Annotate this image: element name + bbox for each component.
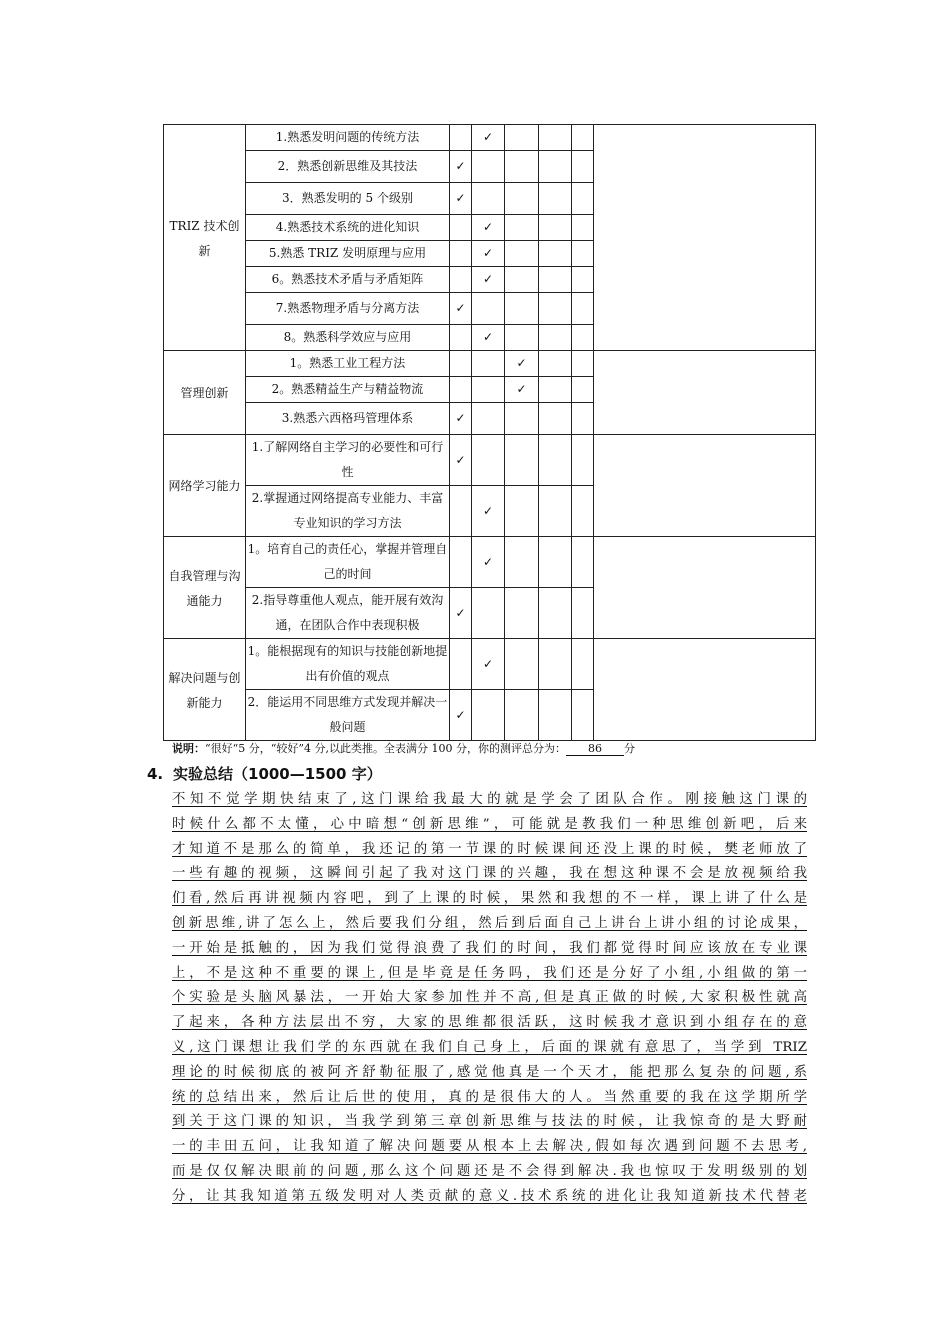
table-row — [164, 125, 816, 151]
rating-cell — [539, 639, 572, 690]
summary-line: 上，不是这种不重要的课上,但是毕竟是任务吗，我们还是分好了小组,小组做的第一 — [172, 965, 807, 981]
item-cell: 1.了解网络自主学习的必要性和可行性 — [246, 435, 450, 486]
rating-cell — [572, 403, 594, 435]
check-mark-icon: ✓ — [482, 246, 494, 260]
rating-cell — [472, 183, 505, 215]
rating-cell — [472, 151, 505, 183]
check-mark-icon: ✓ — [455, 159, 466, 173]
rating-cell — [472, 537, 505, 588]
item-cell: 2．熟悉创新思维及其技法 — [246, 151, 450, 183]
summary-line: 一的丰田五问，让我知道了解决问题要从根本上去解决,假如每次遇到问题不去思考, — [172, 1139, 807, 1155]
check-mark-icon: ✓ — [482, 503, 494, 518]
rating-cell — [450, 351, 472, 377]
check-mark-icon: ✓ — [482, 272, 494, 286]
note-label: 说明： — [172, 742, 205, 755]
item-cell: 1。熟悉工业工程方法 — [246, 351, 450, 377]
rating-cell — [572, 151, 594, 183]
rating-cell — [472, 325, 505, 351]
rating-cell — [572, 588, 594, 639]
table-row — [164, 435, 816, 486]
rating-cell — [539, 377, 572, 403]
table-row — [164, 639, 816, 690]
check-mark-icon: ✓ — [482, 220, 494, 234]
rating-cell — [472, 351, 505, 377]
rating-cell — [539, 241, 572, 267]
rating-cell — [572, 293, 594, 325]
comment-cell — [594, 125, 816, 351]
rating-cell — [572, 486, 594, 537]
rating-cell — [505, 486, 539, 537]
category-cell: 自我管理与沟通能力 — [164, 537, 246, 639]
rating-cell — [505, 588, 539, 639]
total-score: 86 — [566, 743, 624, 756]
rating-cell — [450, 486, 472, 537]
rating-cell — [472, 215, 505, 241]
rating-cell — [505, 639, 539, 690]
rating-cell — [505, 267, 539, 293]
rating-cell — [572, 325, 594, 351]
rating-cell — [450, 241, 472, 267]
rating-cell — [450, 151, 472, 183]
rating-cell — [572, 267, 594, 293]
rating-cell — [505, 690, 539, 741]
check-mark-icon: ✓ — [455, 411, 466, 425]
rating-cell — [572, 690, 594, 741]
rating-cell — [472, 639, 505, 690]
rating-cell — [450, 325, 472, 351]
item-cell: 2.掌握通过网络提高专业能力、丰富专业知识的学习方法 — [246, 486, 450, 537]
rating-cell — [572, 351, 594, 377]
rating-cell — [450, 183, 472, 215]
category-cell: 解决问题与创新能力 — [164, 639, 246, 741]
table-row — [164, 351, 816, 377]
check-mark-icon: ✓ — [482, 554, 494, 569]
rating-cell — [572, 537, 594, 588]
rating-cell — [472, 241, 505, 267]
item-cell: 6。熟悉技术矛盾与矛盾矩阵 — [246, 267, 450, 293]
rating-cell — [450, 293, 472, 325]
summary-line: 一些有趣的视频，这瞬间引起了我对这门课的兴趣，我在想这种课不会是放视频给我 — [172, 866, 807, 882]
check-mark-icon: ✓ — [455, 605, 466, 620]
rating-cell — [472, 435, 505, 486]
rating-cell — [505, 183, 539, 215]
summary-line: 一开始是抵触的，因为我们觉得浪费了我们的时间，我们都觉得时间应该放在专业课 — [172, 940, 807, 956]
summary-line: 们看,然后再讲视频内容吧，到了上课的时候，果然和我想的不一样，课上讲了什么是 — [172, 891, 807, 907]
rating-cell — [572, 183, 594, 215]
rating-cell — [450, 403, 472, 435]
rating-cell — [505, 215, 539, 241]
rating-cell — [472, 486, 505, 537]
rating-cell — [539, 435, 572, 486]
item-cell: 7.熟悉物理矛盾与分离方法 — [246, 293, 450, 325]
rating-cell — [539, 403, 572, 435]
rating-cell — [505, 377, 539, 403]
rating-cell — [572, 215, 594, 241]
rating-cell — [539, 690, 572, 741]
item-cell: 4.熟悉技术系统的进化知识 — [246, 215, 450, 241]
rating-cell — [572, 125, 594, 151]
summary-line: 统的总结出来，然后让后世的使用，真的是很伟大的人。当然重要的我在这学期所学 — [172, 1089, 807, 1105]
rating-cell — [472, 293, 505, 325]
rating-cell — [572, 377, 594, 403]
rating-cell — [472, 377, 505, 403]
rating-cell — [505, 537, 539, 588]
check-mark-icon: ✓ — [455, 191, 466, 205]
rating-cell — [539, 267, 572, 293]
rating-cell — [572, 435, 594, 486]
rating-cell — [572, 241, 594, 267]
rating-cell — [505, 241, 539, 267]
rating-cell — [539, 486, 572, 537]
check-mark-icon: ✓ — [455, 707, 466, 722]
evaluation-table-body — [164, 125, 816, 741]
rating-cell — [450, 537, 472, 588]
comment-cell — [594, 351, 816, 435]
rating-cell — [539, 588, 572, 639]
check-mark-icon: ✓ — [516, 356, 527, 370]
item-cell: 2．能运用不同思维方式发现并解决一般问题 — [246, 690, 450, 741]
summary-line: 创新思维,讲了怎么上，然后要我们分组，然后到后面自己上讲台上讲小组的讨论成果， — [172, 915, 807, 931]
rating-cell — [472, 690, 505, 741]
rating-cell — [472, 588, 505, 639]
item-cell: 5.熟悉 TRIZ 发明原理与应用 — [246, 241, 450, 267]
check-mark-icon: ✓ — [482, 330, 494, 344]
rating-cell — [450, 639, 472, 690]
summary-line: 了起来，各种方法层出不穷，大家的思维都很活跃，这时候我才意识到小组存在的意 — [172, 1015, 807, 1031]
rating-cell — [539, 325, 572, 351]
category-cell: 网络学习能力 — [164, 435, 246, 537]
rating-cell — [450, 125, 472, 151]
item-cell: 1。能根据现有的知识与技能创新地提出有价值的观点 — [246, 639, 450, 690]
rating-cell — [450, 267, 472, 293]
section-title: 实验总结（1000—1500 字） — [173, 765, 382, 783]
item-cell: 3.熟悉六西格玛管理体系 — [246, 403, 450, 435]
comment-cell — [594, 639, 816, 741]
rating-cell — [505, 151, 539, 183]
summary-line: 不知不觉学期快结束了,这门课给我最大的就是学会了团队合作。刚接触这门课的 — [172, 792, 807, 807]
experiment-summary — [172, 789, 807, 1211]
check-mark-icon: ✓ — [516, 382, 527, 396]
item-cell: 8。熟悉科学效应与应用 — [246, 325, 450, 351]
check-mark-icon: ✓ — [455, 301, 466, 315]
check-mark-icon: ✓ — [455, 452, 466, 467]
rating-cell — [505, 325, 539, 351]
check-mark-icon: ✓ — [482, 656, 494, 671]
item-cell: 3．熟悉发明的 5 个级别 — [246, 183, 450, 215]
rating-cell — [505, 293, 539, 325]
rating-cell — [505, 351, 539, 377]
rating-cell — [539, 293, 572, 325]
rating-cell — [450, 435, 472, 486]
summary-line: 理论的时候彻底的被阿齐舒勒征服了,感觉他真是一个天才，能把那么复杂的问题,系 — [172, 1064, 807, 1080]
comment-cell — [594, 435, 816, 537]
rating-cell — [450, 215, 472, 241]
check-mark-icon: ✓ — [482, 130, 494, 144]
note-text: “很好“5 分，“较好”4 分,以此类推。全表满分 100 分，你的测评总分为： — [205, 742, 566, 755]
rating-cell — [472, 403, 505, 435]
item-cell: 2.指导尊重他人观点，能开展有效沟通，在团队合作中表现积极 — [246, 588, 450, 639]
section-heading — [147, 764, 382, 784]
rating-cell — [472, 267, 505, 293]
rating-cell — [539, 151, 572, 183]
summary-line: 而是仅仅解决眼前的问题,那么这个问题还是不会得到解决.我也惊叹于发明级别的划 — [172, 1163, 807, 1179]
score-unit: 分 — [623, 742, 635, 755]
rating-cell — [450, 690, 472, 741]
summary-line: 时候什么都不太懂，心中暗想“创新思维”，可能就是教我们一种思维创新吧，后来 — [172, 816, 807, 832]
item-cell: 1.熟悉发明问题的传统方法 — [246, 125, 450, 151]
category-cell: 管理创新 — [164, 351, 246, 435]
section-number: 4. — [147, 765, 164, 783]
summary-line: 个实验是头脑风暴法，一开始大家参加性并不高,但是真正做的时候,大家积极性就高 — [172, 990, 807, 1006]
table-row — [164, 537, 816, 588]
rating-cell — [505, 403, 539, 435]
rating-cell — [450, 588, 472, 639]
rating-cell — [572, 639, 594, 690]
rating-cell — [539, 183, 572, 215]
item-cell: 2。熟悉精益生产与精益物流 — [246, 377, 450, 403]
scoring-note — [172, 741, 635, 757]
item-cell: 1。培育自己的责任心，掌握并管理自己的时间 — [246, 537, 450, 588]
rating-cell — [505, 125, 539, 151]
rating-cell — [539, 537, 572, 588]
rating-cell — [472, 125, 505, 151]
summary-line: 才知道不是那么的简单，我还记的第一节课的时候课间还没上课的时候，樊老师放了 — [172, 841, 807, 857]
rating-cell — [539, 125, 572, 151]
rating-cell — [450, 377, 472, 403]
category-cell: TRIZ 技术创新 — [164, 125, 246, 351]
comment-cell — [594, 537, 816, 639]
evaluation-table — [163, 124, 816, 741]
rating-cell — [539, 215, 572, 241]
summary-line: 义,这门课想让我们学的东西就在我们自己身上，后面的课就有意思了，当学到 TRIZ — [172, 1039, 807, 1055]
rating-cell — [505, 435, 539, 486]
summary-line: 到关于这门课的知识，当我学到第三章创新思维与技法的时候，让我惊奇的是大野耐 — [172, 1114, 807, 1130]
rating-cell — [539, 351, 572, 377]
summary-line: 分，让其我知道第五级发明对人类贡献的意义.技术系统的进化让我知道新技术代替老 — [172, 1188, 807, 1204]
